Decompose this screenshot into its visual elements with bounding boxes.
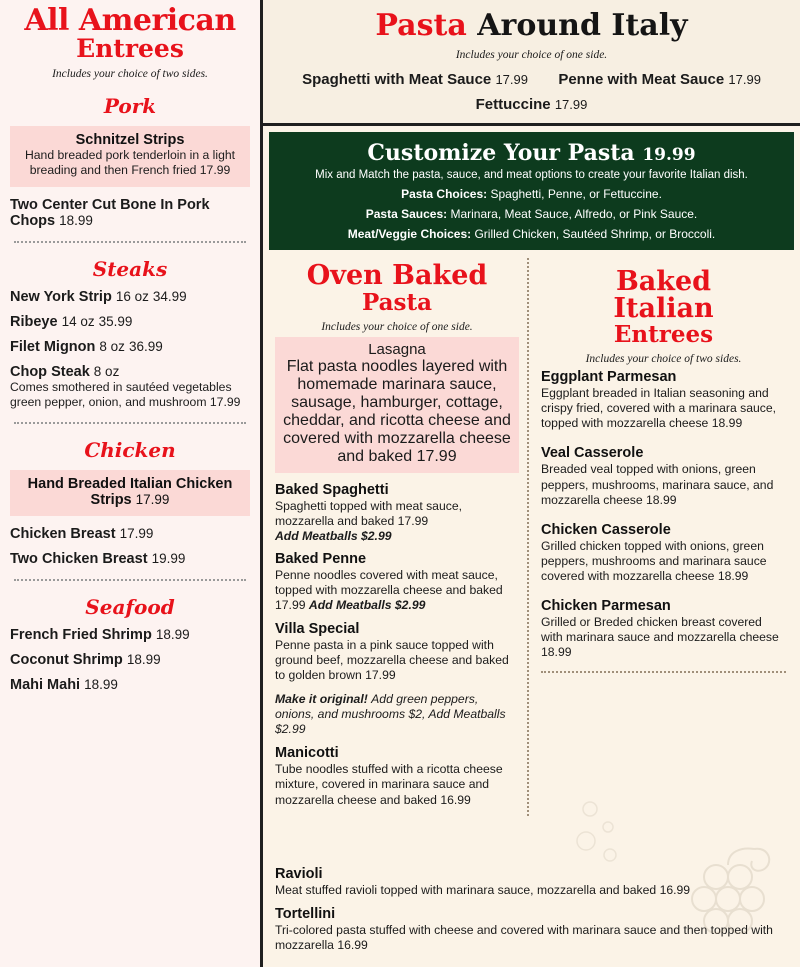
item-size: 14 oz <box>61 313 95 329</box>
item-desc <box>275 762 519 807</box>
featured-item-schnitzel-strips <box>10 126 250 187</box>
list-item <box>10 314 250 330</box>
item-name: Fettuccine <box>475 95 551 113</box>
item-desc-text: Spaghetti topped with meat sauce, mozzarella and baked <box>275 498 462 528</box>
left-includes-note: Includes your choice of two sides. <box>52 68 208 80</box>
item-price: 18.99 <box>126 652 161 667</box>
item-name: New York Strip <box>10 288 112 305</box>
item-size: 8 oz <box>93 363 120 379</box>
choice-label: Pasta Choices: <box>401 186 488 201</box>
page-subtitle: Entrees <box>76 34 184 63</box>
item-price: 17.99 <box>209 394 241 409</box>
item-price: 17.99 <box>416 447 457 465</box>
pasta-title-red: Pasta <box>375 8 467 43</box>
item-price: 36.99 <box>128 338 163 354</box>
choice-value: Grilled Chicken, Sautéed Shrimp, or Broccoli. <box>474 226 716 241</box>
oven-title-line1: Oven Baked <box>306 259 488 291</box>
item-price: 17.99 <box>275 598 306 612</box>
item-price: 34.99 <box>152 288 187 304</box>
baked-italian-entrees-column <box>529 258 792 816</box>
pasta-item-row <box>273 71 790 88</box>
item-name: Penne with Meat Sauce <box>558 70 725 88</box>
list-item <box>10 652 250 668</box>
list-item <box>275 482 519 543</box>
list-item <box>541 445 786 507</box>
item-name: Chicken Casserole <box>541 521 671 538</box>
item-addon: Add Meatballs $2.99 <box>308 598 426 612</box>
item-desc-text: Penne pasta in a pink sauce topped with ground beef, mozzarella cheese and baked to golden brown <box>275 638 509 683</box>
customize-choice-sauces <box>279 207 784 221</box>
item-desc <box>10 380 250 411</box>
divider <box>14 241 246 243</box>
item-name: Tortellini <box>275 905 336 922</box>
customize-choice-pasta <box>279 187 784 201</box>
item-desc-text: Hand breaded pork tenderloin in a light breading and then French fried <box>24 148 236 178</box>
customize-your-pasta-banner <box>269 132 794 250</box>
section-heading-pork: Pork <box>103 94 157 118</box>
bottom-items <box>263 866 800 961</box>
item-desc-text: Grilled or Breded chicken breast covered with marinara sauce and mozzarella cheese <box>541 615 779 645</box>
item-desc <box>275 638 519 683</box>
oven-baked-pasta-column <box>271 258 529 816</box>
section-title-baked-italian-entrees <box>541 265 786 348</box>
baked-title-line3: Entrees <box>613 320 714 348</box>
customize-choice-meat-veggie <box>279 227 784 241</box>
item-price: 19.99 <box>151 551 186 566</box>
item-price: 17.99 <box>119 526 154 541</box>
item-price: 17.99 <box>554 96 588 112</box>
item-price: 17.99 <box>135 492 170 507</box>
customize-subtitle: Mix and Match the pasta, sauce, and meat options to create your favorite Italian dish. <box>315 168 748 181</box>
customize-title-text: Customize Your Pasta <box>367 139 635 166</box>
item-price: 17.99 <box>495 71 528 87</box>
item-price: 16.99 <box>440 792 471 807</box>
item-price: 18.99 <box>155 627 190 642</box>
lower-right-columns <box>263 250 800 816</box>
choice-value: Marinara, Meat Sauce, Alfredo, or Pink Sauce. <box>450 206 698 221</box>
item-desc-text: Tube noodles stuffed with a ricotta cheese mixture, covered in marinara sauce and mozzarella cheese and baked <box>275 762 503 807</box>
section-heading-steaks: Steaks <box>92 256 168 281</box>
item-name: Hand Breaded Italian Chicken Strips <box>27 476 233 508</box>
item-name: Spaghetti with Meat Sauce <box>302 70 492 88</box>
item-price: 18.99 <box>84 677 118 692</box>
list-item <box>10 289 250 305</box>
customize-title <box>279 140 784 166</box>
item-desc-text: Tri-colored pasta stuffed with cheese and covered with marinara sauce and then topped with mozzarella <box>275 922 773 952</box>
make-it-original-text: Add green peppers, onions, and mushrooms $2, Add Meatballs $2.99 <box>275 691 506 736</box>
item-price: 18.99 <box>59 212 93 228</box>
item-desc-text: Flat pasta noodles layered with homemade marinara sauce, sausage, hamburger, cottage, cheddar, and ricotta cheese and covered with mozzarella cheese and baked <box>283 357 511 465</box>
item-name: Schnitzel Strips <box>75 132 185 148</box>
baked-title-line2: Italian <box>613 293 714 325</box>
baked-includes-note: Includes your choice of two sides. <box>585 353 742 366</box>
divider <box>14 422 246 424</box>
item-name: Ravioli <box>275 865 323 882</box>
item-desc <box>275 499 519 529</box>
item-price: 17.99 <box>728 71 761 87</box>
list-item <box>275 551 519 613</box>
list-item <box>10 339 250 355</box>
item-size: 16 oz <box>115 288 149 304</box>
item-name: Villa Special <box>275 621 360 638</box>
item-price: 18.99 <box>541 645 572 660</box>
item-name: Chicken Parmesan <box>541 598 671 615</box>
item-price: 18.99 <box>711 416 743 431</box>
list-item <box>541 522 786 584</box>
item-name: Mahi Mahi <box>10 677 81 693</box>
list-item <box>10 677 250 693</box>
oven-title-line2: Pasta <box>361 288 433 316</box>
choice-label: Pasta Sauces: <box>365 206 448 221</box>
item-addon: Add Meatballs $2.99 <box>275 528 392 543</box>
right-column <box>263 0 800 967</box>
item-price: 35.99 <box>98 313 133 329</box>
item-name: Chop Steak <box>10 363 90 380</box>
item-desc-text: Meat stuffed ravioli topped with marinara sauce, mozzarella and baked <box>275 882 657 897</box>
list-item <box>541 369 786 431</box>
item-price: 17.99 <box>397 513 429 528</box>
item-desc <box>275 568 519 613</box>
item-desc-text: Breaded veal topped with onions, green peppers, mushrooms, marinara sauce, and mozzarella cheese <box>541 462 774 507</box>
item-desc-text: Penne noodles covered with meat sauce, topped with mozzarella cheese and baked <box>275 567 503 597</box>
item-desc <box>541 386 786 431</box>
section-title-oven-baked-pasta <box>275 259 519 316</box>
item-name: Two Center Cut Bone In Pork Chops <box>10 196 210 229</box>
item-desc <box>541 539 786 584</box>
list-item <box>10 526 250 542</box>
item-desc <box>275 923 786 953</box>
make-it-original-note <box>275 692 519 738</box>
baked-title-line1: Baked <box>615 265 712 297</box>
item-desc-text: Eggplant breaded in Italian seasoning and crispy fried, covered with a marinara sauce, topped with mozzarella cheese <box>541 386 777 431</box>
item-name: Veal Casserole <box>541 445 644 462</box>
page-title: All American <box>24 3 236 38</box>
list-item <box>10 197 250 229</box>
divider <box>541 671 786 673</box>
pasta-includes-note: Includes your choice of one side. <box>455 48 608 61</box>
choice-label: Meat/Veggie Choices: <box>347 226 472 241</box>
divider <box>14 579 246 581</box>
item-size: 8 oz <box>99 338 125 354</box>
item-desc <box>541 462 786 507</box>
list-item <box>541 598 786 660</box>
item-name: Baked Spaghetti <box>275 481 389 498</box>
list-item <box>275 621 519 683</box>
oven-includes-note: Includes your choice of one side. <box>321 320 473 333</box>
item-price: 18.99 <box>717 569 749 584</box>
item-desc-text: Comes smothered in sautéed vegetables green pepper, onion, and mushroom <box>10 379 232 409</box>
item-price: 17.99 <box>199 163 231 178</box>
item-desc <box>275 883 786 898</box>
item-name: Eggplant Parmesan <box>541 369 677 386</box>
item-name: Two Chicken Breast <box>10 551 148 567</box>
item-name: Baked Penne <box>275 550 367 567</box>
list-item <box>10 551 250 567</box>
section-title-pasta-around-italy <box>273 10 790 42</box>
item-price: 18.99 <box>646 492 677 507</box>
item-name: Coconut Shrimp <box>10 652 123 668</box>
item-desc-text: Grilled chicken topped with onions, green peppers, mushrooms and marinara sauce covered with mozzarella cheese <box>541 538 767 584</box>
item-name: Filet Mignon <box>10 338 96 355</box>
section-heading-chicken: Chicken <box>84 438 176 462</box>
item-desc <box>18 148 242 179</box>
item-price: 17.99 <box>365 668 396 683</box>
list-item <box>10 364 250 411</box>
pasta-item-row <box>273 96 790 113</box>
item-name: Ribeye <box>10 313 58 330</box>
item-name: French Fried Shrimp <box>10 627 152 643</box>
list-item <box>275 906 786 953</box>
featured-item-lasagna <box>275 337 519 473</box>
item-price: 16.99 <box>337 937 368 952</box>
pasta-around-italy-section <box>263 0 800 126</box>
item-name: Manicotti <box>275 745 339 762</box>
list-item <box>275 866 786 898</box>
make-it-original-lead: Make it original! <box>275 691 368 706</box>
list-item <box>275 745 519 807</box>
list-item <box>10 627 250 643</box>
pasta-title-black: Around Italy <box>477 8 688 43</box>
section-heading-seafood: Seafood <box>85 595 175 619</box>
item-name: Lasagna <box>368 340 426 358</box>
choice-value: Spaghetti, Penne, or Fettuccine. <box>490 186 662 201</box>
customize-price: 19.99 <box>642 144 696 165</box>
item-price: 16.99 <box>659 882 691 897</box>
item-desc <box>541 615 786 660</box>
featured-item-chicken-strips <box>10 470 250 516</box>
all-american-entrees-column <box>0 0 263 967</box>
item-name: Chicken Breast <box>10 526 116 542</box>
item-desc <box>281 358 513 466</box>
